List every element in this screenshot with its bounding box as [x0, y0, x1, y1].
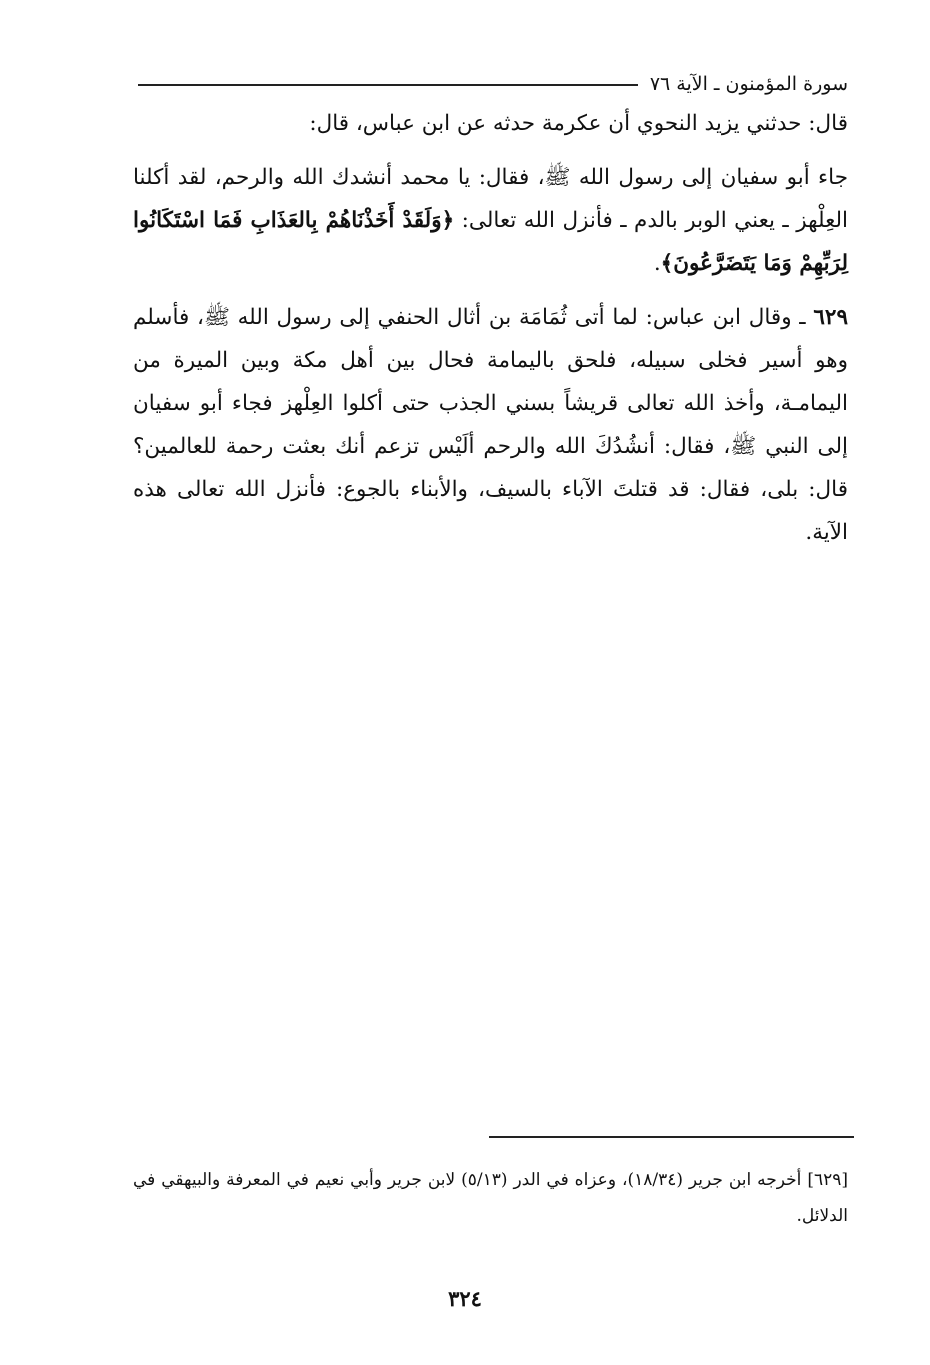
paragraph-text: قال: حدثني يزيد النحوي أن عكرمة حدثه عن ابن عباس، قال: [309, 111, 848, 136]
paragraph-narration [133, 156, 848, 285]
footnote-text: [٦٢٩] أخرجه ابن جرير (١٨/٣٤)، وعزاه في الدر (٥/١٣) لابن جرير وأبي نعيم في المعرفة والبيهقي في الدلائل. [133, 1170, 849, 1226]
hadith-number: ٦٢٩ [813, 305, 848, 330]
footnote [133, 1162, 848, 1234]
quran-verse: ﴿وَلَقَدْ أَخَذْنَاهُمْ بِالعَذَابِ فَمَا اسْتَكَانُوا لِرَبِّهِمْ وَمَا يَتَضَرَّعُونَ﴾ [133, 208, 848, 276]
paragraph-text: جاء أبو سفيان إلى رسول الله ﷺ، فقال: يا محمد أنشدك الله والرحم، لقد أكلنا العِلْهز ـ يعني الوبر بالدم ـ فأنزل الله تعالى: [133, 165, 849, 233]
running-header [138, 66, 848, 102]
page-number: ٣٢٤ [448, 1286, 482, 1311]
paragraph-text: ـ وقال ابن عباس: لما أتى ثُمَامَة بن أثال الحنفي إلى رسول الله ﷺ، فأسلم وهو أسير فخلى سبيله، فلحق باليمامة فحال بين أهل مكة وبين الميرة من اليمامـة، وأخذ الله تعالى قريشاً بسني الجذب حتى أكلوا العِلْهز فجاء أبو سفيان إلى النبي ﷺ، فقال: أنشُدُكَ الله والرحم ألَيْس تزعم أنك بعثت رحمة للعالمين؟ قال: بلى، فقال: قد قتلتَ الآباء بالسيف، والأبناء بالجوع: فأنزل الله تعالى هذه الآية. [133, 305, 848, 545]
paragraph-end: . [653, 251, 661, 276]
paragraph-chain [133, 102, 848, 145]
header-rule [138, 84, 638, 86]
main-text [133, 102, 848, 565]
running-header-title: سورة المؤمنون ـ الآية ٧٦ [649, 73, 848, 95]
footnote-rule [489, 1136, 854, 1138]
paragraph-hadith-629 [133, 296, 848, 554]
